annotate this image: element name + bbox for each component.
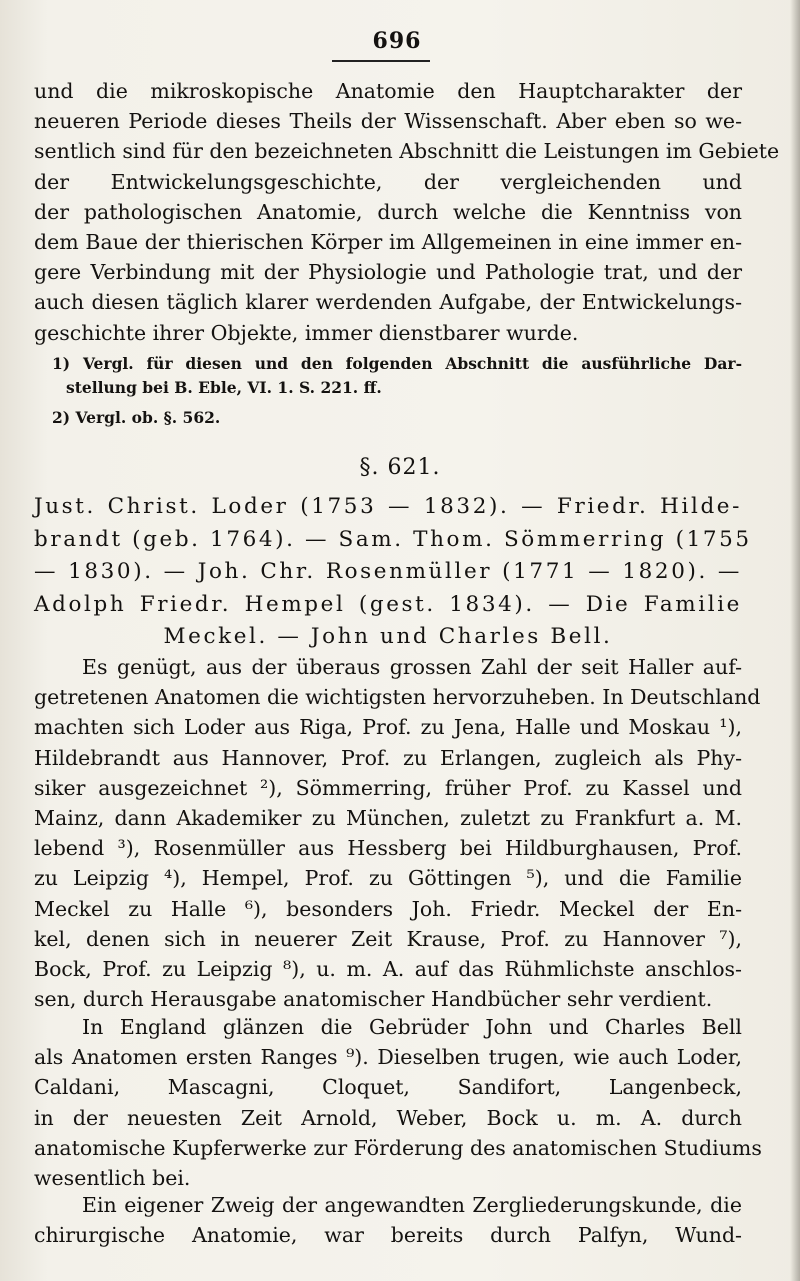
footnote-line: 1) Vergl. für diesen und den folgenden Abschnitt die ausführliche Dar- — [52, 354, 742, 373]
text-line: Hildebrandt aus Hannover, Prof. zu Erlangen, zugleich als Phy- — [34, 745, 742, 770]
page-number-rule — [332, 60, 430, 62]
text-line: in der neuesten Zeit Arnold, Weber, Bock u. m. A. durch — [34, 1105, 742, 1130]
text-line: machten sich Loder aus Riga, Prof. zu Jena, Halle und Moskau ¹), — [34, 715, 742, 740]
text-line: getretenen Anatomen die wichtigsten hervorzuheben. In Deutschland — [34, 685, 761, 710]
text-line: sen, durch Herausgabe anatomischer Handbücher sehr verdient. — [34, 987, 713, 1012]
heading-line: Meckel. — John und Charles Bell. — [163, 624, 613, 649]
text-line: auch diesen täglich klarer werdenden Aufgabe, der Entwickelungs- — [34, 290, 742, 315]
text-line: geschichte ihrer Objekte, immer dienstbarer wurde. — [34, 320, 579, 345]
text-line: In England glänzen die Gebrüder John und Charles Bell — [82, 1015, 742, 1039]
text-line: neueren Periode dieses Theils der Wissenschaft. Aber eben so we- — [34, 109, 742, 134]
text-line: als Anatomen ersten Ranges ⁹). Dieselben trugen, wie auch Loder, — [34, 1045, 742, 1070]
text-line: Es genügt, aus der überaus grossen Zahl der seit Haller auf- — [82, 655, 742, 679]
text-line: lebend ³), Rosenmüller aus Hessberg bei Hildburghausen, Prof. — [34, 836, 742, 861]
text-line: Meckel zu Halle ⁶), besonders Joh. Friedr. Meckel der En- — [34, 896, 742, 921]
heading-line: — 1830). — Joh. Chr. Rosenmüller (1771 — 1820). — — [34, 559, 742, 584]
text-line: wesentlich bei. — [34, 1166, 191, 1191]
footnote-line: stellung bei B. Eble, VI. 1. S. 221. ff. — [66, 378, 382, 397]
text-line: siker ausgezeichnet ²), Sömmerring, früher Prof. zu Kassel und — [34, 775, 742, 800]
heading-line: brandt (geb. 1764). — Sam. Thom. Sömmerring (1755 — [34, 526, 752, 552]
text-line: der pathologischen Anatomie, durch welche die Kenntniss von — [34, 199, 742, 224]
page-edge-shadow — [790, 0, 800, 1281]
text-line: zu Leipzig ⁴), Hempel, Prof. zu Göttingen ⁵), und die Familie — [34, 866, 742, 891]
text-line: Bock, Prof. zu Leipzig ⁸), u. m. A. auf das Rühmlichste anschlos- — [34, 957, 742, 982]
text-line: Ein eigener Zweig der angewandten Zergliederungskunde, die — [82, 1193, 742, 1217]
text-line: gere Verbindung mit der Physiologie und Pathologie trat, und der — [34, 260, 742, 285]
intro-paragraph — [34, 76, 780, 348]
footnotes — [52, 352, 742, 430]
text-line: kel, denen sich in neuerer Zeit Krause, Prof. zu Hannover ⁷), — [34, 926, 742, 951]
paragraph-1 — [34, 652, 761, 1014]
text-line: Caldani, Mascagni, Cloquet, Sandifort, Langenbeck, — [34, 1075, 742, 1100]
text-line: anatomische Kupferwerke zur Förderung des anatomischen Studiums — [34, 1135, 762, 1160]
footnote-line: 2) Vergl. ob. §. 562. — [52, 408, 221, 427]
page-number: 696 — [372, 28, 422, 54]
paragraph-3 — [34, 1190, 742, 1250]
section-title: §. 621. — [359, 455, 441, 480]
heading-line: Just. Christ. Loder (1753 — 1832). — Friedr. Hilde- — [34, 494, 742, 519]
section-heading — [34, 491, 752, 654]
heading-line: Adolph Friedr. Hempel (gest. 1834). — Die Familie — [34, 591, 742, 617]
text-line: Mainz, dann Akademiker zu München, zuletzt zu Frankfurt a. M. — [34, 806, 742, 831]
text-line: der Entwickelungsgeschichte, der vergleichenden und — [34, 169, 742, 194]
text-line: chirurgische Anatomie, war bereits durch Palfyn, Wund- — [34, 1223, 742, 1248]
text-line: und die mikroskopische Anatomie den Hauptcharakter der — [34, 79, 742, 103]
paragraph-2 — [34, 1012, 762, 1193]
text-line: sentlich sind für den bezeichneten Abschnitt die Leistungen im Gebiete — [34, 139, 780, 164]
text-line: dem Baue der thierischen Körper im Allgemeinen in eine immer en- — [34, 230, 742, 255]
